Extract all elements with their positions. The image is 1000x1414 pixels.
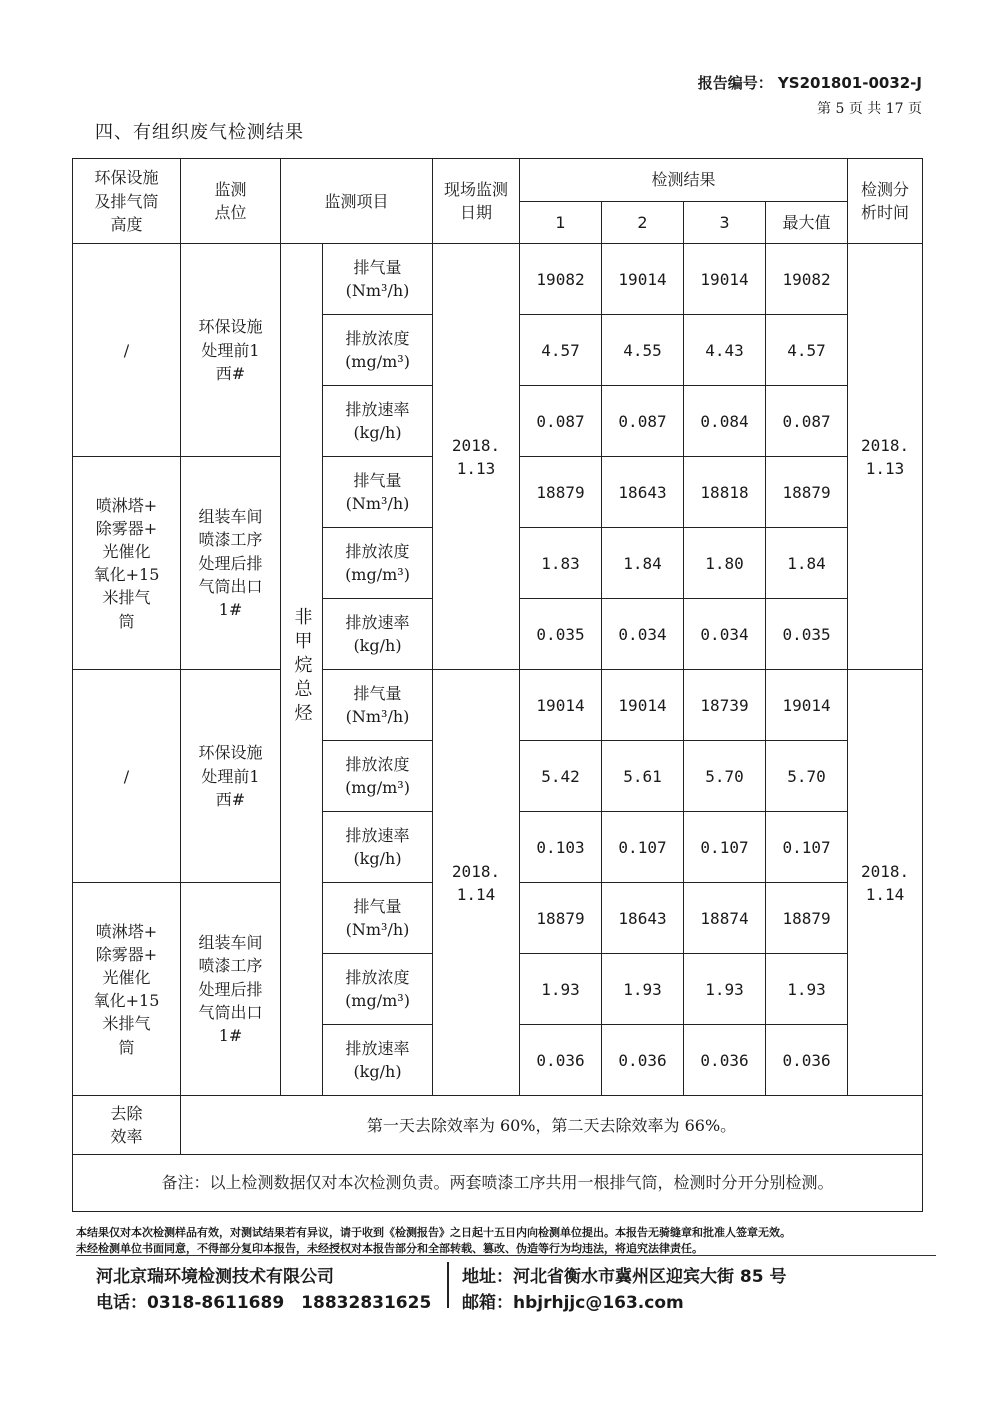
analysis-time: 2018. 1.13 <box>848 244 923 670</box>
value-cell: 4.43 <box>684 315 766 386</box>
value-cell: 18879 <box>766 883 848 954</box>
param-flow: 排气量 (Nm³/h) <box>323 670 433 741</box>
value-cell: 1.84 <box>766 528 848 599</box>
value-cell: 0.034 <box>602 599 684 670</box>
value-cell: 0.087 <box>520 386 602 457</box>
disclaimer-line-1: 本结果仅对本次检测样品有效，对测试结果若有异议，请于收到《检测报告》之日起十五日内向检测单位提出。本报告无骑缝章和批准人签章无效。 <box>76 1226 791 1239</box>
value-cell: 1.84 <box>602 528 684 599</box>
report-number: 报告编号： YS201801-0032-J <box>697 74 922 92</box>
pollutant-cell <box>281 244 323 1096</box>
value-cell: 0.036 <box>602 1025 684 1096</box>
param-rate: 排放速率 (kg/h) <box>323 599 433 670</box>
section-title: 四、有组织废气检测结果 <box>95 122 304 143</box>
value-cell: 19082 <box>766 244 848 315</box>
value-cell: 18818 <box>684 457 766 528</box>
value-cell: 0.087 <box>766 386 848 457</box>
footer-divider-line <box>76 1255 936 1256</box>
value-cell: 1.80 <box>684 528 766 599</box>
value-cell: 5.70 <box>766 741 848 812</box>
value-cell: 4.57 <box>766 315 848 386</box>
pollutant-name: 非甲烷总烃 <box>291 606 313 727</box>
group-facility: 喷淋塔+ 除雾器+ 光催化 氧化+15 米排气 筒 <box>73 883 181 1096</box>
group-facility: / <box>73 670 181 883</box>
param-rate: 排放速率 (kg/h) <box>323 386 433 457</box>
header-analysis-time: 检测分 析时间 <box>848 159 923 244</box>
group-facility: 喷淋塔+ 除雾器+ 光催化 氧化+15 米排气 筒 <box>73 457 181 670</box>
value-cell: 4.55 <box>602 315 684 386</box>
header-run-2: 2 <box>602 201 684 244</box>
address: 地址：河北省衡水市冀州区迎宾大街 85 号 <box>462 1267 787 1287</box>
phone: 电话：0318-8611689 18832831625 <box>96 1293 432 1313</box>
param-rate: 排放速率 (kg/h) <box>323 1025 433 1096</box>
value-cell: 1.93 <box>766 954 848 1025</box>
value-cell: 0.107 <box>684 812 766 883</box>
value-cell: 18643 <box>602 883 684 954</box>
value-cell: 18643 <box>602 457 684 528</box>
param-rate: 排放速率 (kg/h) <box>323 812 433 883</box>
value-cell: 1.93 <box>520 954 602 1025</box>
analysis-time: 2018. 1.14 <box>848 670 923 1096</box>
email: 邮箱：hbjrhjjc@163.com <box>462 1293 684 1313</box>
value-cell: 0.035 <box>520 599 602 670</box>
header-results: 检测结果 <box>520 159 848 202</box>
group-point: 组装车间 喷漆工序 处理后排 气筒出口 1# <box>181 457 281 670</box>
value-cell: 5.42 <box>520 741 602 812</box>
param-flow: 排气量 (Nm³/h) <box>323 244 433 315</box>
disclaimer-line-2: 未经检测单位书面同意，不得部分复印本报告，未经授权对本报告部分和全部转载、篡改、伪造等行为均违法，将追究法律责任。 <box>76 1242 703 1255</box>
value-cell: 0.084 <box>684 386 766 457</box>
header-run-max: 最大值 <box>766 201 848 244</box>
value-cell: 5.70 <box>684 741 766 812</box>
header-point: 监测 点位 <box>181 159 281 244</box>
value-cell: 0.103 <box>520 812 602 883</box>
value-cell: 19014 <box>766 670 848 741</box>
value-cell: 18739 <box>684 670 766 741</box>
group-facility: / <box>73 244 181 457</box>
header-date: 现场监测 日期 <box>433 159 520 244</box>
results-table <box>72 158 923 1212</box>
param-concentration: 排放浓度 (mg/m³) <box>323 741 433 812</box>
param-flow: 排气量 (Nm³/h) <box>323 883 433 954</box>
value-cell: 18879 <box>520 883 602 954</box>
value-cell: 0.107 <box>766 812 848 883</box>
value-cell: 19014 <box>602 244 684 315</box>
value-cell: 0.036 <box>766 1025 848 1096</box>
group-point: 组装车间 喷漆工序 处理后排 气筒出口 1# <box>181 883 281 1096</box>
value-cell: 19082 <box>520 244 602 315</box>
value-cell: 0.087 <box>602 386 684 457</box>
value-cell: 4.57 <box>520 315 602 386</box>
header-run-1: 1 <box>520 201 602 244</box>
company-name: 河北京瑞环境检测技术有限公司 <box>96 1267 334 1287</box>
table-note: 备注：以上检测数据仅对本次检测负责。两套喷漆工序共用一根排气筒，检测时分开分别检测。 <box>73 1155 923 1212</box>
value-cell: 0.036 <box>684 1025 766 1096</box>
param-concentration: 排放浓度 (mg/m³) <box>323 315 433 386</box>
value-cell: 1.93 <box>602 954 684 1025</box>
group-point: 环保设施 处理前1 西# <box>181 244 281 457</box>
header-facility: 环保设施 及排气筒 高度 <box>73 159 181 244</box>
value-cell: 1.83 <box>520 528 602 599</box>
value-cell: 19014 <box>684 244 766 315</box>
value-cell: 5.61 <box>602 741 684 812</box>
removal-label: 去除 效率 <box>73 1096 181 1155</box>
header-run-3: 3 <box>684 201 766 244</box>
value-cell: 19014 <box>602 670 684 741</box>
footer-vertical-divider <box>447 1262 449 1308</box>
group-point: 环保设施 处理前1 西# <box>181 670 281 883</box>
param-concentration: 排放浓度 (mg/m³) <box>323 528 433 599</box>
value-cell: 0.034 <box>684 599 766 670</box>
sampling-date: 2018. 1.13 <box>433 244 520 670</box>
sampling-date: 2018. 1.14 <box>433 670 520 1096</box>
value-cell: 18879 <box>766 457 848 528</box>
value-cell: 1.93 <box>684 954 766 1025</box>
removal-text: 第一天去除效率为 60%，第二天去除效率为 66%。 <box>181 1096 923 1155</box>
value-cell: 19014 <box>520 670 602 741</box>
value-cell: 18879 <box>520 457 602 528</box>
param-concentration: 排放浓度 (mg/m³) <box>323 954 433 1025</box>
value-cell: 18874 <box>684 883 766 954</box>
value-cell: 0.035 <box>766 599 848 670</box>
header-item: 监测项目 <box>281 159 433 244</box>
value-cell: 0.107 <box>602 812 684 883</box>
page-number: 第 5 页 共 17 页 <box>817 101 922 117</box>
param-flow: 排气量 (Nm³/h) <box>323 457 433 528</box>
value-cell: 0.036 <box>520 1025 602 1096</box>
